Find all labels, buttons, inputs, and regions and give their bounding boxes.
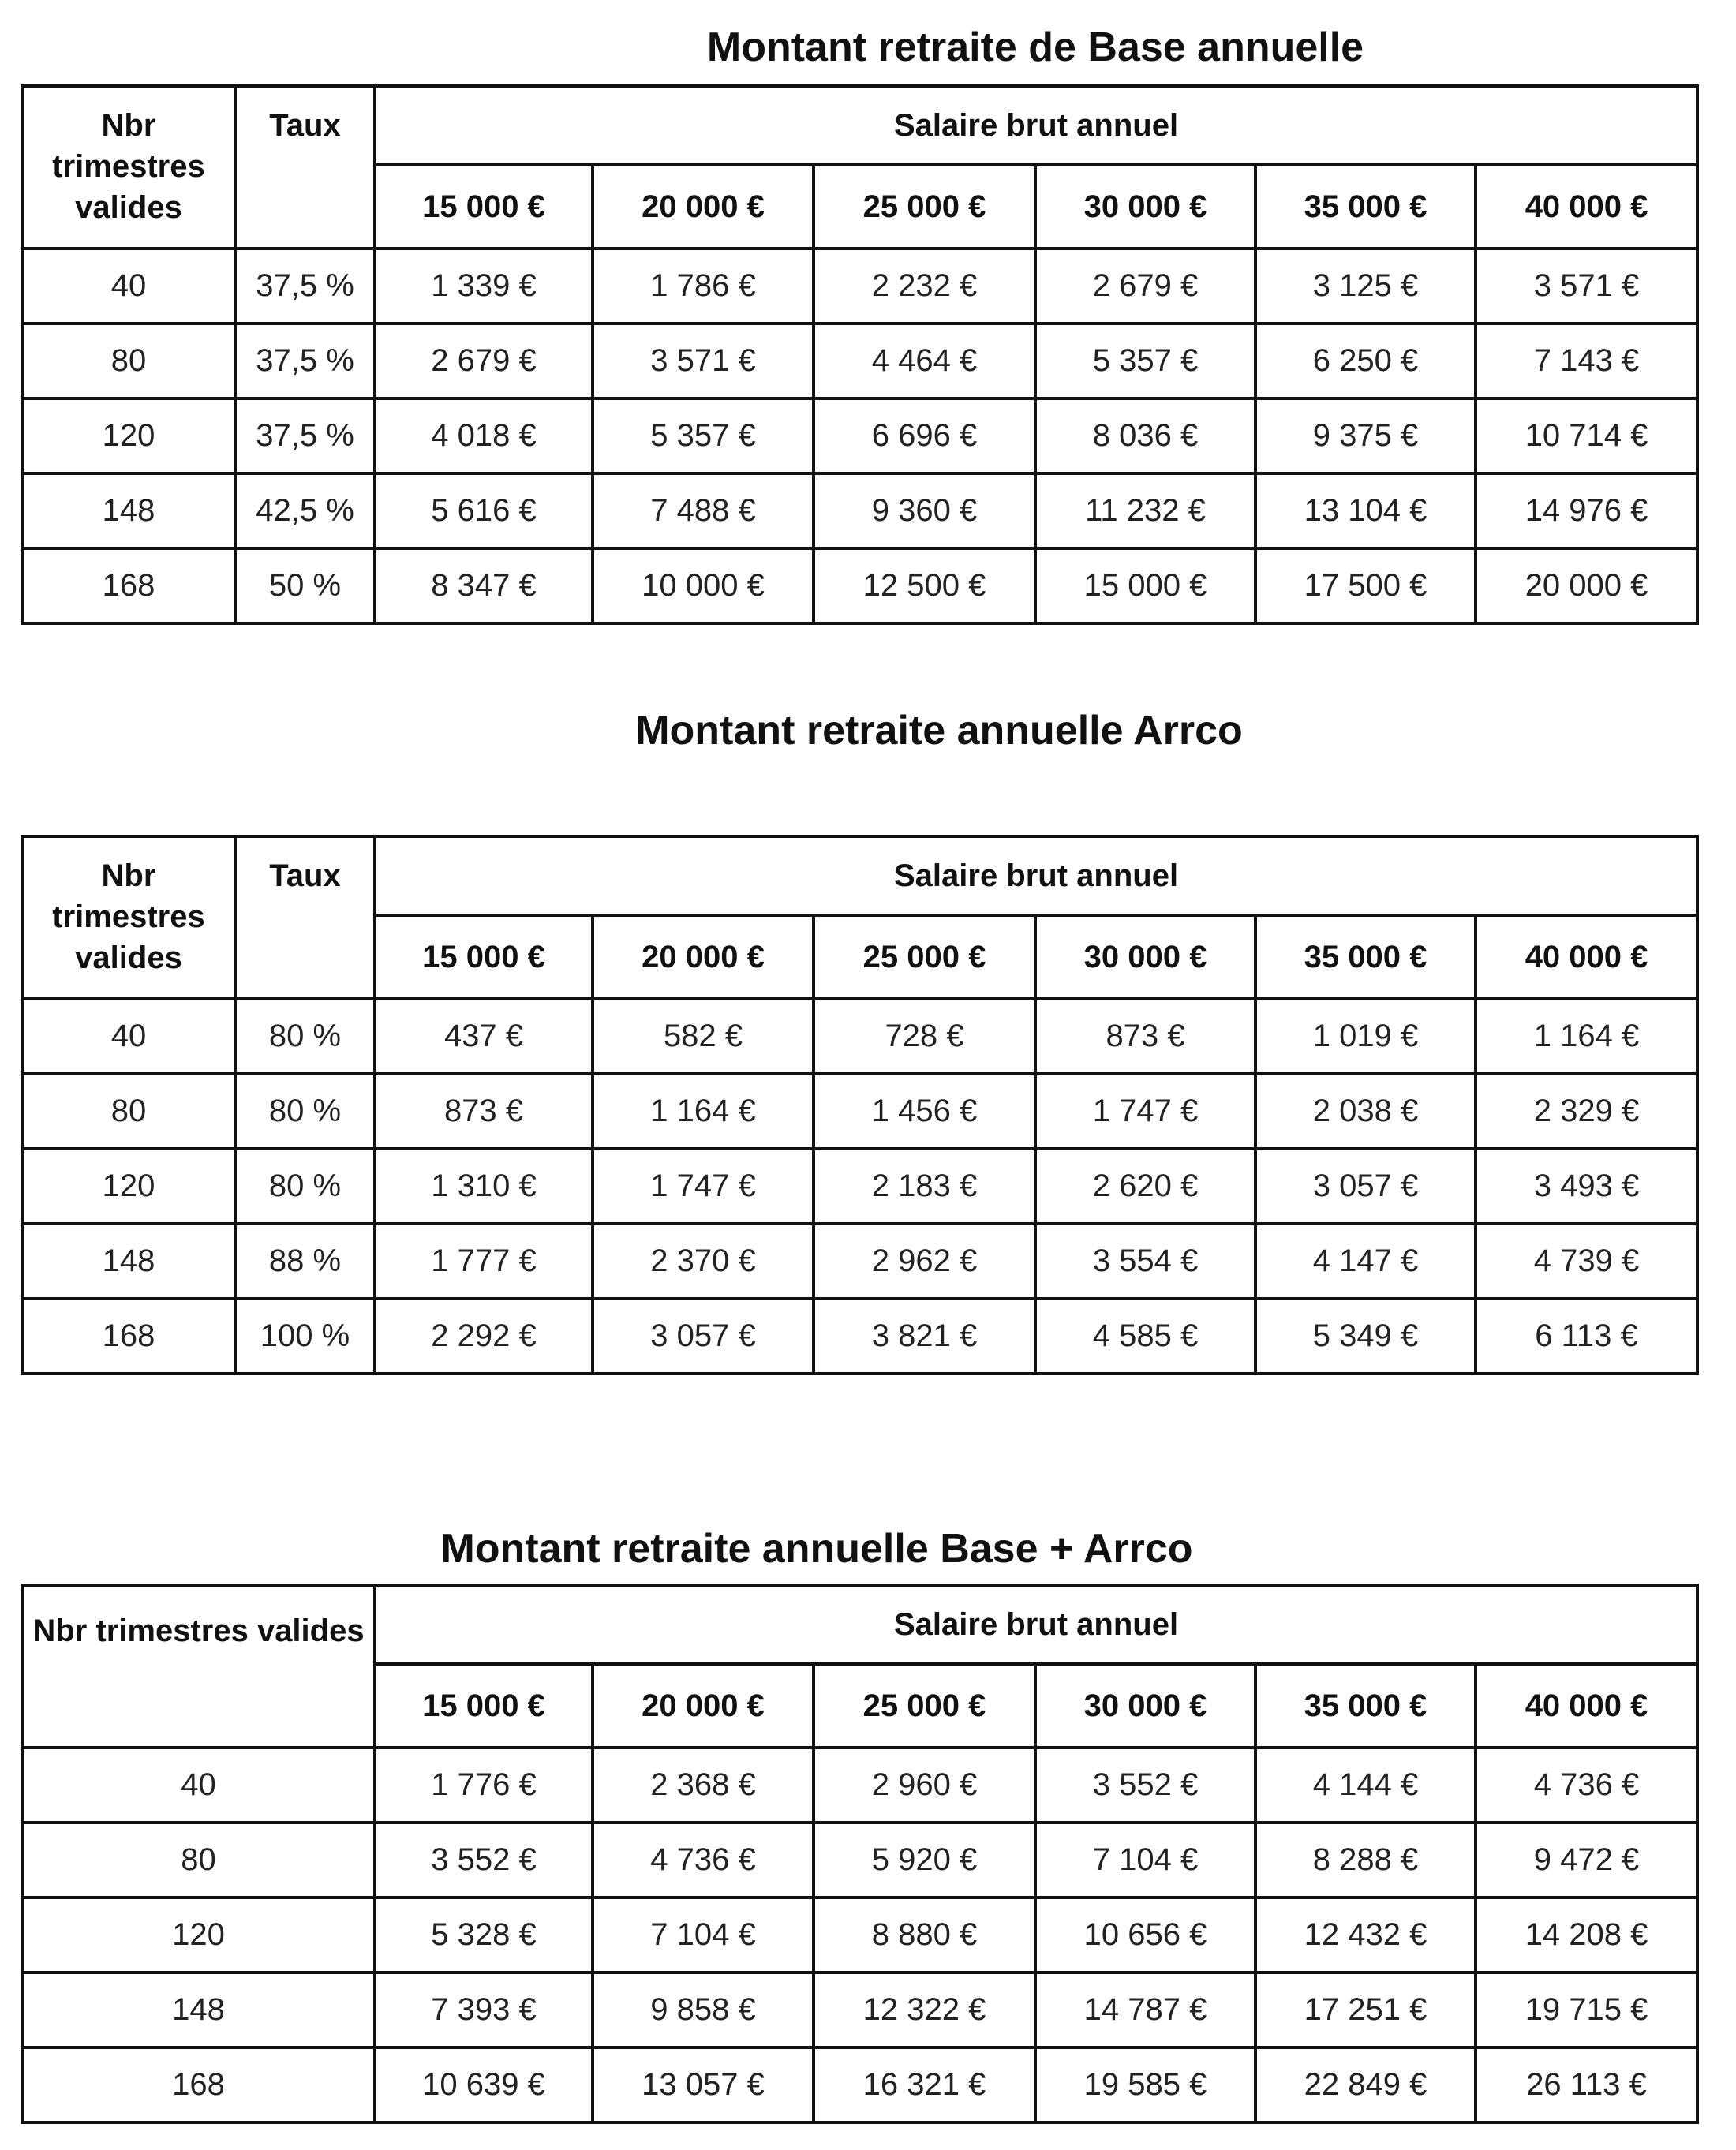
- cell-value: 3 821 €: [814, 1299, 1035, 1374]
- cell-taux: 37,5 %: [235, 323, 375, 398]
- cell-value: 8 288 €: [1255, 1823, 1476, 1898]
- cell-value: 10 714 €: [1476, 398, 1697, 473]
- table3-title: Montant retraite annuelle Base + Arrco: [440, 1526, 1193, 1572]
- table-row: [22, 249, 1697, 323]
- cell-value: 873 €: [1035, 999, 1255, 1074]
- cell-value: 8 036 €: [1035, 398, 1255, 473]
- cell-nbr: 120: [22, 1898, 375, 1972]
- cell-value: 2 962 €: [814, 1224, 1035, 1299]
- salary-column-header: 20 000 €: [593, 1664, 814, 1748]
- cell-value: 1 310 €: [375, 1149, 593, 1224]
- cell-value: 26 113 €: [1476, 2047, 1697, 2122]
- cell-value: 6 250 €: [1255, 323, 1476, 398]
- cell-value: 3 493 €: [1476, 1149, 1697, 1224]
- cell-nbr: 80: [22, 1074, 235, 1149]
- table-row: [22, 1972, 1697, 2047]
- cell-value: 12 432 €: [1255, 1898, 1476, 1972]
- arrco-pension-table: [21, 835, 1699, 1375]
- salary-column-header: 25 000 €: [814, 915, 1035, 999]
- cell-value: 1 019 €: [1255, 999, 1476, 1074]
- cell-value: 1 747 €: [593, 1149, 814, 1224]
- cell-value: 14 976 €: [1476, 473, 1697, 548]
- salary-column-header: 40 000 €: [1476, 915, 1697, 999]
- cell-value: 728 €: [814, 999, 1035, 1074]
- cell-value: 7 104 €: [1035, 1823, 1255, 1898]
- cell-value: 4 464 €: [814, 323, 1035, 398]
- cell-value: 4 147 €: [1255, 1224, 1476, 1299]
- header-taux: Taux: [235, 836, 375, 999]
- header-nbr-trimestres: Nbr trimestres valides: [22, 836, 235, 999]
- cell-value: 5 349 €: [1255, 1299, 1476, 1374]
- cell-taux: 88 %: [235, 1224, 375, 1299]
- cell-value: 582 €: [593, 999, 814, 1074]
- cell-value: 16 321 €: [814, 2047, 1035, 2122]
- cell-value: 3 125 €: [1255, 249, 1476, 323]
- cell-value: 2 292 €: [375, 1299, 593, 1374]
- cell-nbr: 168: [22, 2047, 375, 2122]
- header-nbr-trimestres: Nbr trimestres valides: [22, 1585, 375, 1748]
- cell-value: 10 639 €: [375, 2047, 593, 2122]
- cell-value: 5 328 €: [375, 1898, 593, 1972]
- cell-value: 2 960 €: [814, 1748, 1035, 1823]
- cell-taux: 80 %: [235, 1074, 375, 1149]
- cell-value: 3 571 €: [593, 323, 814, 398]
- cell-value: 437 €: [375, 999, 593, 1074]
- table-row: [22, 398, 1697, 473]
- cell-value: 8 880 €: [814, 1898, 1035, 1972]
- header-salaire-brut: Salaire brut annuel: [375, 1585, 1697, 1664]
- table-row: [22, 1748, 1697, 1823]
- cell-value: 2 679 €: [1035, 249, 1255, 323]
- salary-column-header: 30 000 €: [1035, 165, 1255, 249]
- table-row: [22, 1149, 1697, 1224]
- cell-value: 2 232 €: [814, 249, 1035, 323]
- cell-value: 873 €: [375, 1074, 593, 1149]
- salary-column-header: 25 000 €: [814, 1664, 1035, 1748]
- cell-taux: 37,5 %: [235, 398, 375, 473]
- cell-value: 7 393 €: [375, 1972, 593, 2047]
- cell-value: 3 552 €: [375, 1823, 593, 1898]
- cell-nbr: 80: [22, 1823, 375, 1898]
- salary-column-header: 15 000 €: [375, 915, 593, 999]
- header-nbr-trimestres: Nbr trimestres valides: [22, 86, 235, 249]
- table-row: [22, 473, 1697, 548]
- cell-value: 5 616 €: [375, 473, 593, 548]
- cell-nbr: 148: [22, 1972, 375, 2047]
- cell-value: 2 368 €: [593, 1748, 814, 1823]
- salary-column-header: 20 000 €: [593, 915, 814, 999]
- cell-value: 2 679 €: [375, 323, 593, 398]
- salary-column-header: 15 000 €: [375, 1664, 593, 1748]
- cell-nbr: 120: [22, 398, 235, 473]
- cell-value: 19 715 €: [1476, 1972, 1697, 2047]
- cell-value: 14 787 €: [1035, 1972, 1255, 2047]
- cell-value: 1 164 €: [593, 1074, 814, 1149]
- cell-taux: 80 %: [235, 1149, 375, 1224]
- salary-column-header: 35 000 €: [1255, 915, 1476, 999]
- cell-value: 19 585 €: [1035, 2047, 1255, 2122]
- table2-title: Montant retraite annuelle Arrco: [635, 708, 1243, 753]
- cell-value: 17 500 €: [1255, 548, 1476, 623]
- cell-value: 2 038 €: [1255, 1074, 1476, 1149]
- cell-value: 15 000 €: [1035, 548, 1255, 623]
- cell-nbr: 40: [22, 999, 235, 1074]
- table-row: [22, 1898, 1697, 1972]
- cell-value: 17 251 €: [1255, 1972, 1476, 2047]
- cell-value: 9 375 €: [1255, 398, 1476, 473]
- cell-value: 22 849 €: [1255, 2047, 1476, 2122]
- cell-value: 13 104 €: [1255, 473, 1476, 548]
- cell-value: 4 144 €: [1255, 1748, 1476, 1823]
- salary-column-header: 20 000 €: [593, 165, 814, 249]
- cell-value: 10 000 €: [593, 548, 814, 623]
- salary-column-header: 35 000 €: [1255, 165, 1476, 249]
- salary-column-header: 30 000 €: [1035, 915, 1255, 999]
- table-row: [22, 323, 1697, 398]
- cell-value: 9 360 €: [814, 473, 1035, 548]
- salary-column-header: 40 000 €: [1476, 1664, 1697, 1748]
- cell-nbr: 120: [22, 1149, 235, 1224]
- header-salaire-brut: Salaire brut annuel: [375, 836, 1697, 915]
- cell-nbr: 148: [22, 473, 235, 548]
- cell-taux: 37,5 %: [235, 249, 375, 323]
- salary-column-header: 40 000 €: [1476, 165, 1697, 249]
- cell-value: 1 786 €: [593, 249, 814, 323]
- cell-value: 1 777 €: [375, 1224, 593, 1299]
- cell-value: 4 736 €: [593, 1823, 814, 1898]
- table-row: [22, 548, 1697, 623]
- cell-value: 3 571 €: [1476, 249, 1697, 323]
- cell-nbr: 168: [22, 548, 235, 623]
- table-row: [22, 1299, 1697, 1374]
- cell-taux: 50 %: [235, 548, 375, 623]
- table-row: [22, 1074, 1697, 1149]
- cell-nbr: 148: [22, 1224, 235, 1299]
- cell-value: 4 585 €: [1035, 1299, 1255, 1374]
- base-pension-table: [21, 84, 1699, 625]
- cell-value: 1 747 €: [1035, 1074, 1255, 1149]
- cell-value: 13 057 €: [593, 2047, 814, 2122]
- cell-value: 5 357 €: [1035, 323, 1255, 398]
- cell-value: 2 370 €: [593, 1224, 814, 1299]
- cell-value: 1 164 €: [1476, 999, 1697, 1074]
- cell-nbr: 80: [22, 323, 235, 398]
- cell-value: 5 357 €: [593, 398, 814, 473]
- cell-value: 8 347 €: [375, 548, 593, 623]
- cell-taux: 100 %: [235, 1299, 375, 1374]
- salary-column-header: 25 000 €: [814, 165, 1035, 249]
- cell-value: 7 143 €: [1476, 323, 1697, 398]
- combined-pension-table: [21, 1584, 1699, 2124]
- cell-value: 1 339 €: [375, 249, 593, 323]
- cell-value: 4 739 €: [1476, 1224, 1697, 1299]
- cell-value: 5 920 €: [814, 1823, 1035, 1898]
- cell-value: 12 322 €: [814, 1972, 1035, 2047]
- cell-value: 1 776 €: [375, 1748, 593, 1823]
- cell-value: 3 057 €: [593, 1299, 814, 1374]
- header-salaire-brut: Salaire brut annuel: [375, 86, 1697, 165]
- cell-value: 11 232 €: [1035, 473, 1255, 548]
- cell-nbr: 40: [22, 1748, 375, 1823]
- cell-value: 12 500 €: [814, 548, 1035, 623]
- salary-column-header: 15 000 €: [375, 165, 593, 249]
- cell-value: 4 018 €: [375, 398, 593, 473]
- header-taux: Taux: [235, 86, 375, 249]
- cell-value: 7 104 €: [593, 1898, 814, 1972]
- cell-value: 3 057 €: [1255, 1149, 1476, 1224]
- cell-value: 6 113 €: [1476, 1299, 1697, 1374]
- cell-value: 3 554 €: [1035, 1224, 1255, 1299]
- cell-value: 9 858 €: [593, 1972, 814, 2047]
- cell-value: 2 329 €: [1476, 1074, 1697, 1149]
- cell-nbr: 168: [22, 1299, 235, 1374]
- cell-value: 2 620 €: [1035, 1149, 1255, 1224]
- salary-column-header: 30 000 €: [1035, 1664, 1255, 1748]
- cell-value: 3 552 €: [1035, 1748, 1255, 1823]
- cell-value: 9 472 €: [1476, 1823, 1697, 1898]
- cell-value: 4 736 €: [1476, 1748, 1697, 1823]
- cell-value: 1 456 €: [814, 1074, 1035, 1149]
- salary-column-header: 35 000 €: [1255, 1664, 1476, 1748]
- table-row: [22, 999, 1697, 1074]
- cell-value: 6 696 €: [814, 398, 1035, 473]
- cell-value: 7 488 €: [593, 473, 814, 548]
- table-row: [22, 1823, 1697, 1898]
- table-row: [22, 1224, 1697, 1299]
- cell-value: 14 208 €: [1476, 1898, 1697, 1972]
- cell-value: 10 656 €: [1035, 1898, 1255, 1972]
- cell-value: 2 183 €: [814, 1149, 1035, 1224]
- table-row: [22, 2047, 1697, 2122]
- cell-taux: 80 %: [235, 999, 375, 1074]
- table1-title: Montant retraite de Base annuelle: [706, 24, 1364, 70]
- cell-nbr: 40: [22, 249, 235, 323]
- cell-taux: 42,5 %: [235, 473, 375, 548]
- cell-value: 20 000 €: [1476, 548, 1697, 623]
